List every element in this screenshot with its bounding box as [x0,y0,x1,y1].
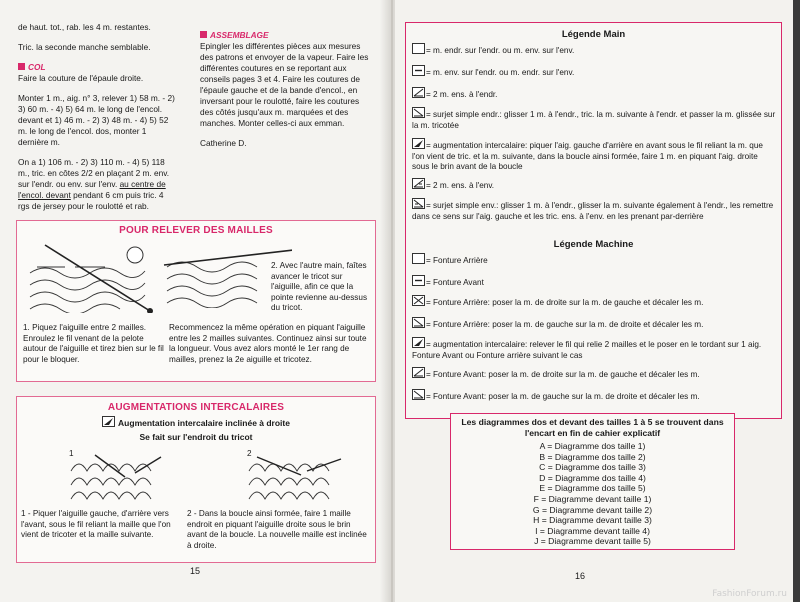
book-edge [793,0,800,602]
k2tog-symbol-icon [412,87,425,98]
stitch-illustration-1 [65,453,175,508]
front-decrease-left-icon [412,367,425,378]
relever-title: POUR RELEVER DES MAILLES [119,225,273,236]
text-top-2: Tric. la seconde manche semblable. [18,42,151,52]
main-legend-row: = surjet simple endr.: glisser 1 m. à l'endr., tric. la m. suivante à l'endr. et passer la m. glissée sur la m. tricotée [412,107,777,131]
figure-label-1: 1 [69,449,74,458]
machine-legend-row: = Fonture Avant: poser la m. de droite sur la m. de gauche et décaler les m. [412,367,777,381]
legende-machine-title: Légende Machine [553,239,634,250]
right-page [395,0,793,602]
legend-box [405,22,782,419]
augmentation-title: AUGMENTATIONS INTERCALAIRES [107,402,285,413]
decrease-right-icon [412,317,425,328]
dash-square-icon [412,275,425,286]
col-text-2: Monter 1 m., aig. n° 3, relever 1) 58 m. - 2) 3) 60 m. - 4) 5) 64 m. le long de l'encol. devant et 1) 46 m. - 2) 3) 48 m. - 4) 5) 52 m. le long de l'encol. dos, monter 1 dernière m. [18,93,175,147]
diagram-item: H = Diagramme devant taille 3) [533,515,652,526]
diagram-item: E = Diagramme dos taille 5) [539,483,646,494]
left-column-1 [18,22,176,221]
machine-legend-row: = Fonture Avant [412,275,777,289]
p2tog-symbol-icon [412,178,425,189]
diagram-index-list [451,441,734,547]
main-legend-row: = 2 m. ens. à l'env. [412,178,777,192]
assemblage-text: Epingler les différentes pièces aux mesures des patrons et envoyer de la vapeur. Faire les différentes coutures en se reportant aux conseils pages 3 et 4. Faire les coutures de l'épaule gauche et de la bande d'encol., en inversant pour le roulotté, faire les coutures des côtés jusqu'aux m. marquées et des manches. Monter celles-ci aux emman. [200,41,369,128]
watermark: FashionForum.ru [712,589,787,599]
assemblage-heading: ASSEMBLAGE [200,30,372,41]
augmentation-subtitle-2: Se fait sur l'endroit du tricot [139,432,253,442]
legende-main-title: Légende Main [561,29,626,40]
col-text-3: On a 1) 106 m. - 2) 3) 110 m. - 4) 5) 118 m., tric. en côtes 2/2 en plaçant 2 m. env. sur l'endr. ou env. sur l'env. au centre de l'encol. devant pendant 6 cm puis tric. 4 rgs de jersey pour le roulotté et rab. [18,157,170,211]
relever-step-2: 2. Avec l'autre main, faîtes avancer le tricot sur l'aiguille, afin ce que la pointe revienne au-dessus du tricot. [271,261,368,312]
relever-step-1: 1. Piquez l'aiguille entre 2 mailles. Enroulez le fil venant de la pelote autour de l'aiguille et tirez bien sur le fil pour le bloquer. [23,323,164,364]
left-page [0,0,393,602]
stitch-illustration-2 [243,453,353,508]
increase-symbol-icon [102,416,115,427]
page-number-left: 15 [190,566,201,576]
signature: Catherine D. [200,138,247,148]
diagram-item: C = Diagramme dos taille 3) [539,462,646,473]
machine-legend-row: = Fonture Arrière: poser la m. de droite sur la m. de gauche et décaler les m. [412,295,777,309]
diagram-item: D = Diagramme dos taille 4) [539,472,646,483]
augmentation-step-2: 2 - Dans la boucle ainsi formée, faire 1 maille endroit en piquant l'aiguille droite sous le brin avant de la boucle. La nouvelle maille est inclinée à droite. [187,509,367,550]
diagram-item: A = Diagramme dos taille 1) [539,441,646,451]
relever-box [16,220,376,382]
blank-square-icon [412,253,425,264]
text-top-1: de haut. tot., rab. les 4 m. restantes. [18,22,151,32]
diagram-item: J = Diagramme devant taille 5) [534,536,651,547]
diagram-item: I = Diagramme devant taille 4) [535,525,650,536]
diagram-index-title: Les diagrammes dos et devant des tailles 1 à 5 se trouvent dans l'encart en fin de cahier explicatif [461,417,724,438]
main-legend-row: = m. env. sur l'endr. ou m. endr. sur l'env. [412,65,777,79]
left-column-2 [200,30,372,158]
page-number-right: 16 [575,571,586,581]
diagram-index-box [450,413,735,550]
augmentation-subtitle: Augmentation intercalaire inclinée à droite [17,416,375,428]
square-bullet-icon [18,63,25,70]
square-bullet-icon [200,31,207,38]
col-heading: COL [18,62,176,73]
augmentation-box [16,396,376,563]
machine-legend-row: = augmentation intercalaire: relever le fil qui relie 2 mailles et le poser en le tordant sur 1 aig. Fonture Avant ou Fonture arrière suivant le cas [412,337,777,361]
diagram-item: G = Diagramme devant taille 2) [532,504,653,515]
main-legend-row: = m. endr. sur l'endr. ou m. env. sur l'env. [412,43,777,57]
main-legend-row: = surjet simple env.: glisser 1 m. à l'endr., glisser la m. suivante également à l'endr., les remettre dans ce sens sur l'aig. gauche et les tric. ens. à l'env. en les prenant par-derrière [412,198,777,222]
relever-repeat: Recommencez la même opération en piquant l'aiguille entre les 2 mailles suivantes. Continuez ainsi sur toute la longueur. Vous avez alors monté le 1er rang de mailles, prenez la 2e aiguille et tricotez. [169,323,367,364]
main-legend-row: = 2 m. ens. à l'endr. [412,87,777,101]
knitting-needle-illustration-1 [25,241,155,313]
diagram-item: F = Diagramme devant taille 1) [533,493,652,504]
ssp-symbol-icon [412,198,425,209]
blank-square-icon [412,43,425,54]
machine-legend-row: = Fonture Arrière [412,253,777,267]
figure-label-2: 2 [247,449,252,458]
augmentation-step-1: 1 - Piquer l'aiguille gauche, d'arrière vers l'avant, sous le fil reliant la maille que l'on vient de tricoter et la maille suivante. [21,509,171,539]
col-text-1: Faire la couture de l'épaule droite. [18,73,144,83]
increase-symbol-icon [412,138,425,149]
machine-legend-row: = Fonture Avant: poser la m. de gauche sur la m. de droite et décaler les m. [412,389,777,403]
main-legend-row: = augmentation intercalaire: piquer l'aig. gauche d'arrière en avant sous le fil reliant la m. que l'on vient de tric. et la m. suivante, dans la boucle ainsi formée, faire 1 m. en piquant l'aig. droite sous le brin avant de la boucle [412,138,777,173]
diagram-item: B = Diagramme dos taille 2) [539,451,646,462]
skp-symbol-icon [412,107,425,118]
dash-square-icon [412,65,425,76]
decrease-left-icon [412,295,425,306]
increase-symbol-icon [412,337,425,348]
machine-legend-row: = Fonture Arrière: poser la m. de gauche sur la m. de droite et décaler les m. [412,317,777,331]
front-decrease-right-icon [412,389,425,400]
